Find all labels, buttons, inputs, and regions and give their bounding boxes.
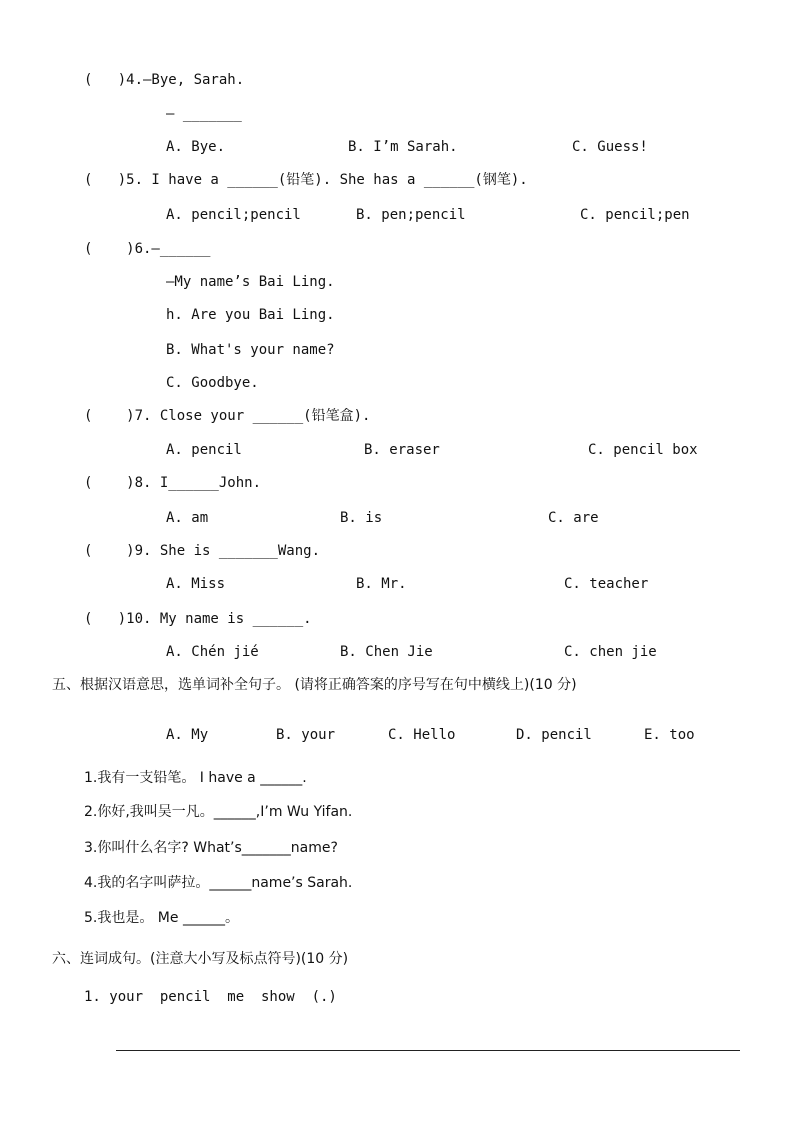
question-7-option-b: B. eraser	[364, 442, 440, 458]
question-6-option-a: h. Are you Bai Ling.	[166, 307, 335, 323]
question-8-stem: ( )8. I______John.	[84, 475, 262, 491]
question-9-option-a: A. Miss	[166, 576, 226, 592]
section-5-heading: 五、根据汉语意思，选单词补全句子。 (请将正确答案的序号写在句中横线上)(10 分)	[52, 677, 577, 693]
word-bank-a: A. My	[166, 727, 209, 743]
question-9-option-c: C. teacher	[564, 576, 649, 592]
question-5-option-b: B. pen;pencil	[356, 207, 466, 223]
question-8-option-a: A. am	[166, 510, 209, 526]
answer-line	[116, 1050, 740, 1051]
section-5-item-5: 5.我也是。 Me ______。	[84, 910, 239, 926]
word-bank-e: E. too	[644, 727, 695, 743]
section-5-item-3: 3.你叫什么名字? What’s_______name?	[84, 840, 338, 856]
word-bank-b: B. your	[276, 727, 336, 743]
section-6-heading: 六、连词成句。(注意大小写及标点符号)(10 分)	[52, 951, 349, 967]
question-9-stem: ( )9. She is _______Wang.	[84, 543, 321, 559]
question-10-stem: ( )10. My name is ______.	[84, 611, 312, 627]
question-10-option-b: B. Chen Jie	[340, 644, 433, 660]
question-8-option-c: C. are	[548, 510, 599, 526]
question-4-option-b: B. I’m Sarah.	[348, 139, 458, 155]
question-8-option-b: B. is	[340, 510, 383, 526]
question-6-stem: ( )6.—______	[84, 241, 211, 257]
question-7-option-a: A. pencil	[166, 442, 242, 458]
section-5-item-4: 4.我的名字叫萨拉。______name’s Sarah.	[84, 875, 353, 891]
question-7-stem: ( )7. Close your ______(铅笔盒).	[84, 408, 371, 424]
question-7-option-c: C. pencil box	[588, 442, 698, 458]
section-5-item-2: 2.你好,我叫吴一凡。______,I’m Wu Yifan.	[84, 804, 353, 820]
question-5-option-a: A. pencil;pencil	[166, 207, 301, 223]
question-4-stem: ( )4.—Bye, Sarah.	[84, 72, 245, 88]
question-6-option-c: C. Goodbye.	[166, 375, 259, 391]
question-9-option-b: B. Mr.	[356, 576, 407, 592]
question-5-option-c: C. pencil;pen	[580, 207, 690, 223]
question-10-option-a: A. Chén jié	[166, 644, 259, 660]
word-bank-d: D. pencil	[516, 727, 592, 743]
question-5-stem: ( )5. I have a ______(铅笔). She has a ______(钢笔).	[84, 172, 528, 188]
question-6-reply: —My name’s Bai Ling.	[166, 274, 335, 290]
question-10-option-c: C. chen jie	[564, 644, 657, 660]
question-4-reply: — _______	[166, 106, 242, 122]
question-4-option-c: C. Guess!	[572, 139, 648, 155]
section-6-item-1: 1. your pencil me show (.)	[84, 989, 337, 1005]
section-5-item-1: 1.我有一支铅笔。 I have a ______.	[84, 770, 307, 786]
word-bank-c: C. Hello	[388, 727, 456, 743]
question-4-option-a: A. Bye.	[166, 139, 226, 155]
question-6-option-b: B. What's your name?	[166, 342, 335, 358]
